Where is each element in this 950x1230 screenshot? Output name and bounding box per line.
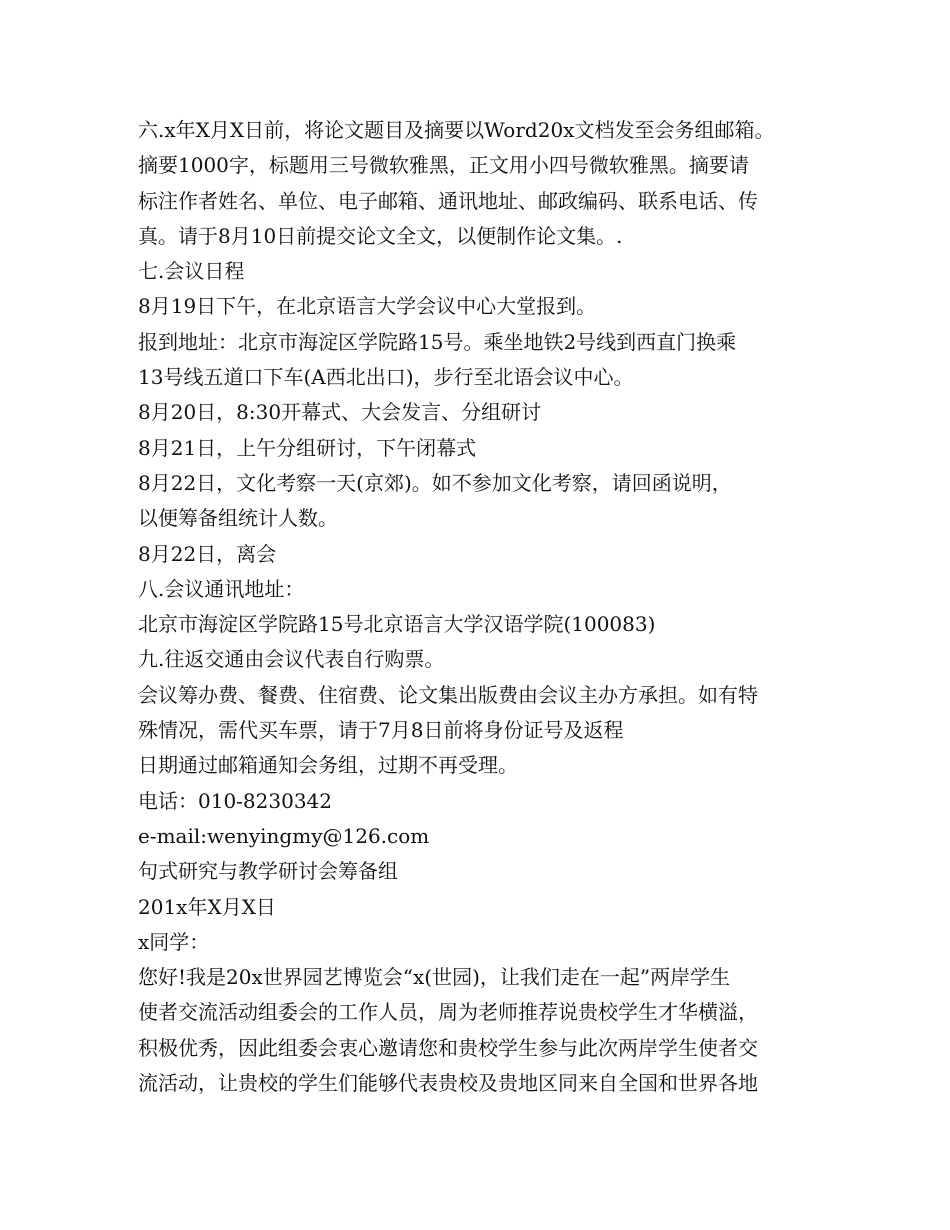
text-line: 13号线五道口下车(A西北出口)，步行至北语会议中心。 [138, 365, 634, 390]
schedule-item: 8月20日，8:30开幕式、大会发言、分组研讨 [138, 400, 542, 425]
phone-line: 电话：010-8230342 [138, 788, 333, 813]
email-line: e-mail:wenyingmy@126.com [138, 823, 430, 848]
address-line: 北京市海淀区学院路15号北京语言大学汉语学院(100083) [138, 612, 656, 637]
text-line: 流活动，让贵校的学生们能够代表贵校及贵地区同来自全国和世界各地 [138, 1071, 758, 1096]
text-line: 真。请于8月10日前提交论文全文，以便制作论文集。. [138, 223, 623, 248]
text-line: 积极优秀，因此组委会衷心邀请您和贵校学生参与此次两岸学生使者交 [138, 1035, 758, 1060]
schedule-item: 8月22日，文化考察一天(京郊)。如不参加文化考察，请回函说明， [138, 470, 732, 495]
salutation: x同学： [138, 929, 210, 954]
schedule-item: 8月21日，上午分组研讨，下午闭幕式 [138, 435, 477, 460]
section-heading: 八.会议通讯地址： [138, 576, 305, 601]
text-line: 殊情况，需代买车票，请于7月8日前将身份证号及返程 [138, 718, 624, 743]
document-body [138, 113, 838, 1101]
section-heading: 九.往返交通由会议代表自行购票。 [138, 647, 445, 672]
text-line: 报到地址：北京市海淀区学院路15号。乘坐地铁2号线到西直门换乘 [138, 329, 737, 354]
signature-org: 句式研究与教学研讨会筹备组 [138, 859, 398, 884]
text-line: 六.x年X月X日前，将论文题目及摘要以Word20x文档发至会务组邮箱。 [138, 118, 775, 142]
signature-date: 201x年X月X日 [138, 894, 276, 919]
text-line: 8月19日下午，在北京语言大学会议中心大堂报到。 [138, 294, 597, 319]
text-line: 日期通过邮箱通知会务组，过期不再受理。 [138, 753, 518, 778]
schedule-item: 8月22日，离会 [138, 541, 277, 566]
text-line: 会议筹办费、餐费、住宿费、论文集出版费由会议主办方承担。如有特 [138, 682, 758, 707]
text-line: 摘要1000字，标题用三号微软雅黑，正文用小四号微软雅黑。摘要请 [138, 153, 749, 178]
text-line: 使者交流活动组委会的工作人员，周为老师推荐说贵校学生才华横溢， [138, 1000, 758, 1025]
text-line: 您好!我是20x世界园艺博览会“x(世园)，让我们走在一起”两岸学生 [138, 965, 731, 990]
text-line: 标注作者姓名、单位、电子邮箱、通讯地址、邮政编码、联系电话、传 [138, 188, 758, 213]
section-heading: 七.会议日程 [138, 259, 245, 284]
text-line: 以便筹备组统计人数。 [138, 506, 338, 531]
